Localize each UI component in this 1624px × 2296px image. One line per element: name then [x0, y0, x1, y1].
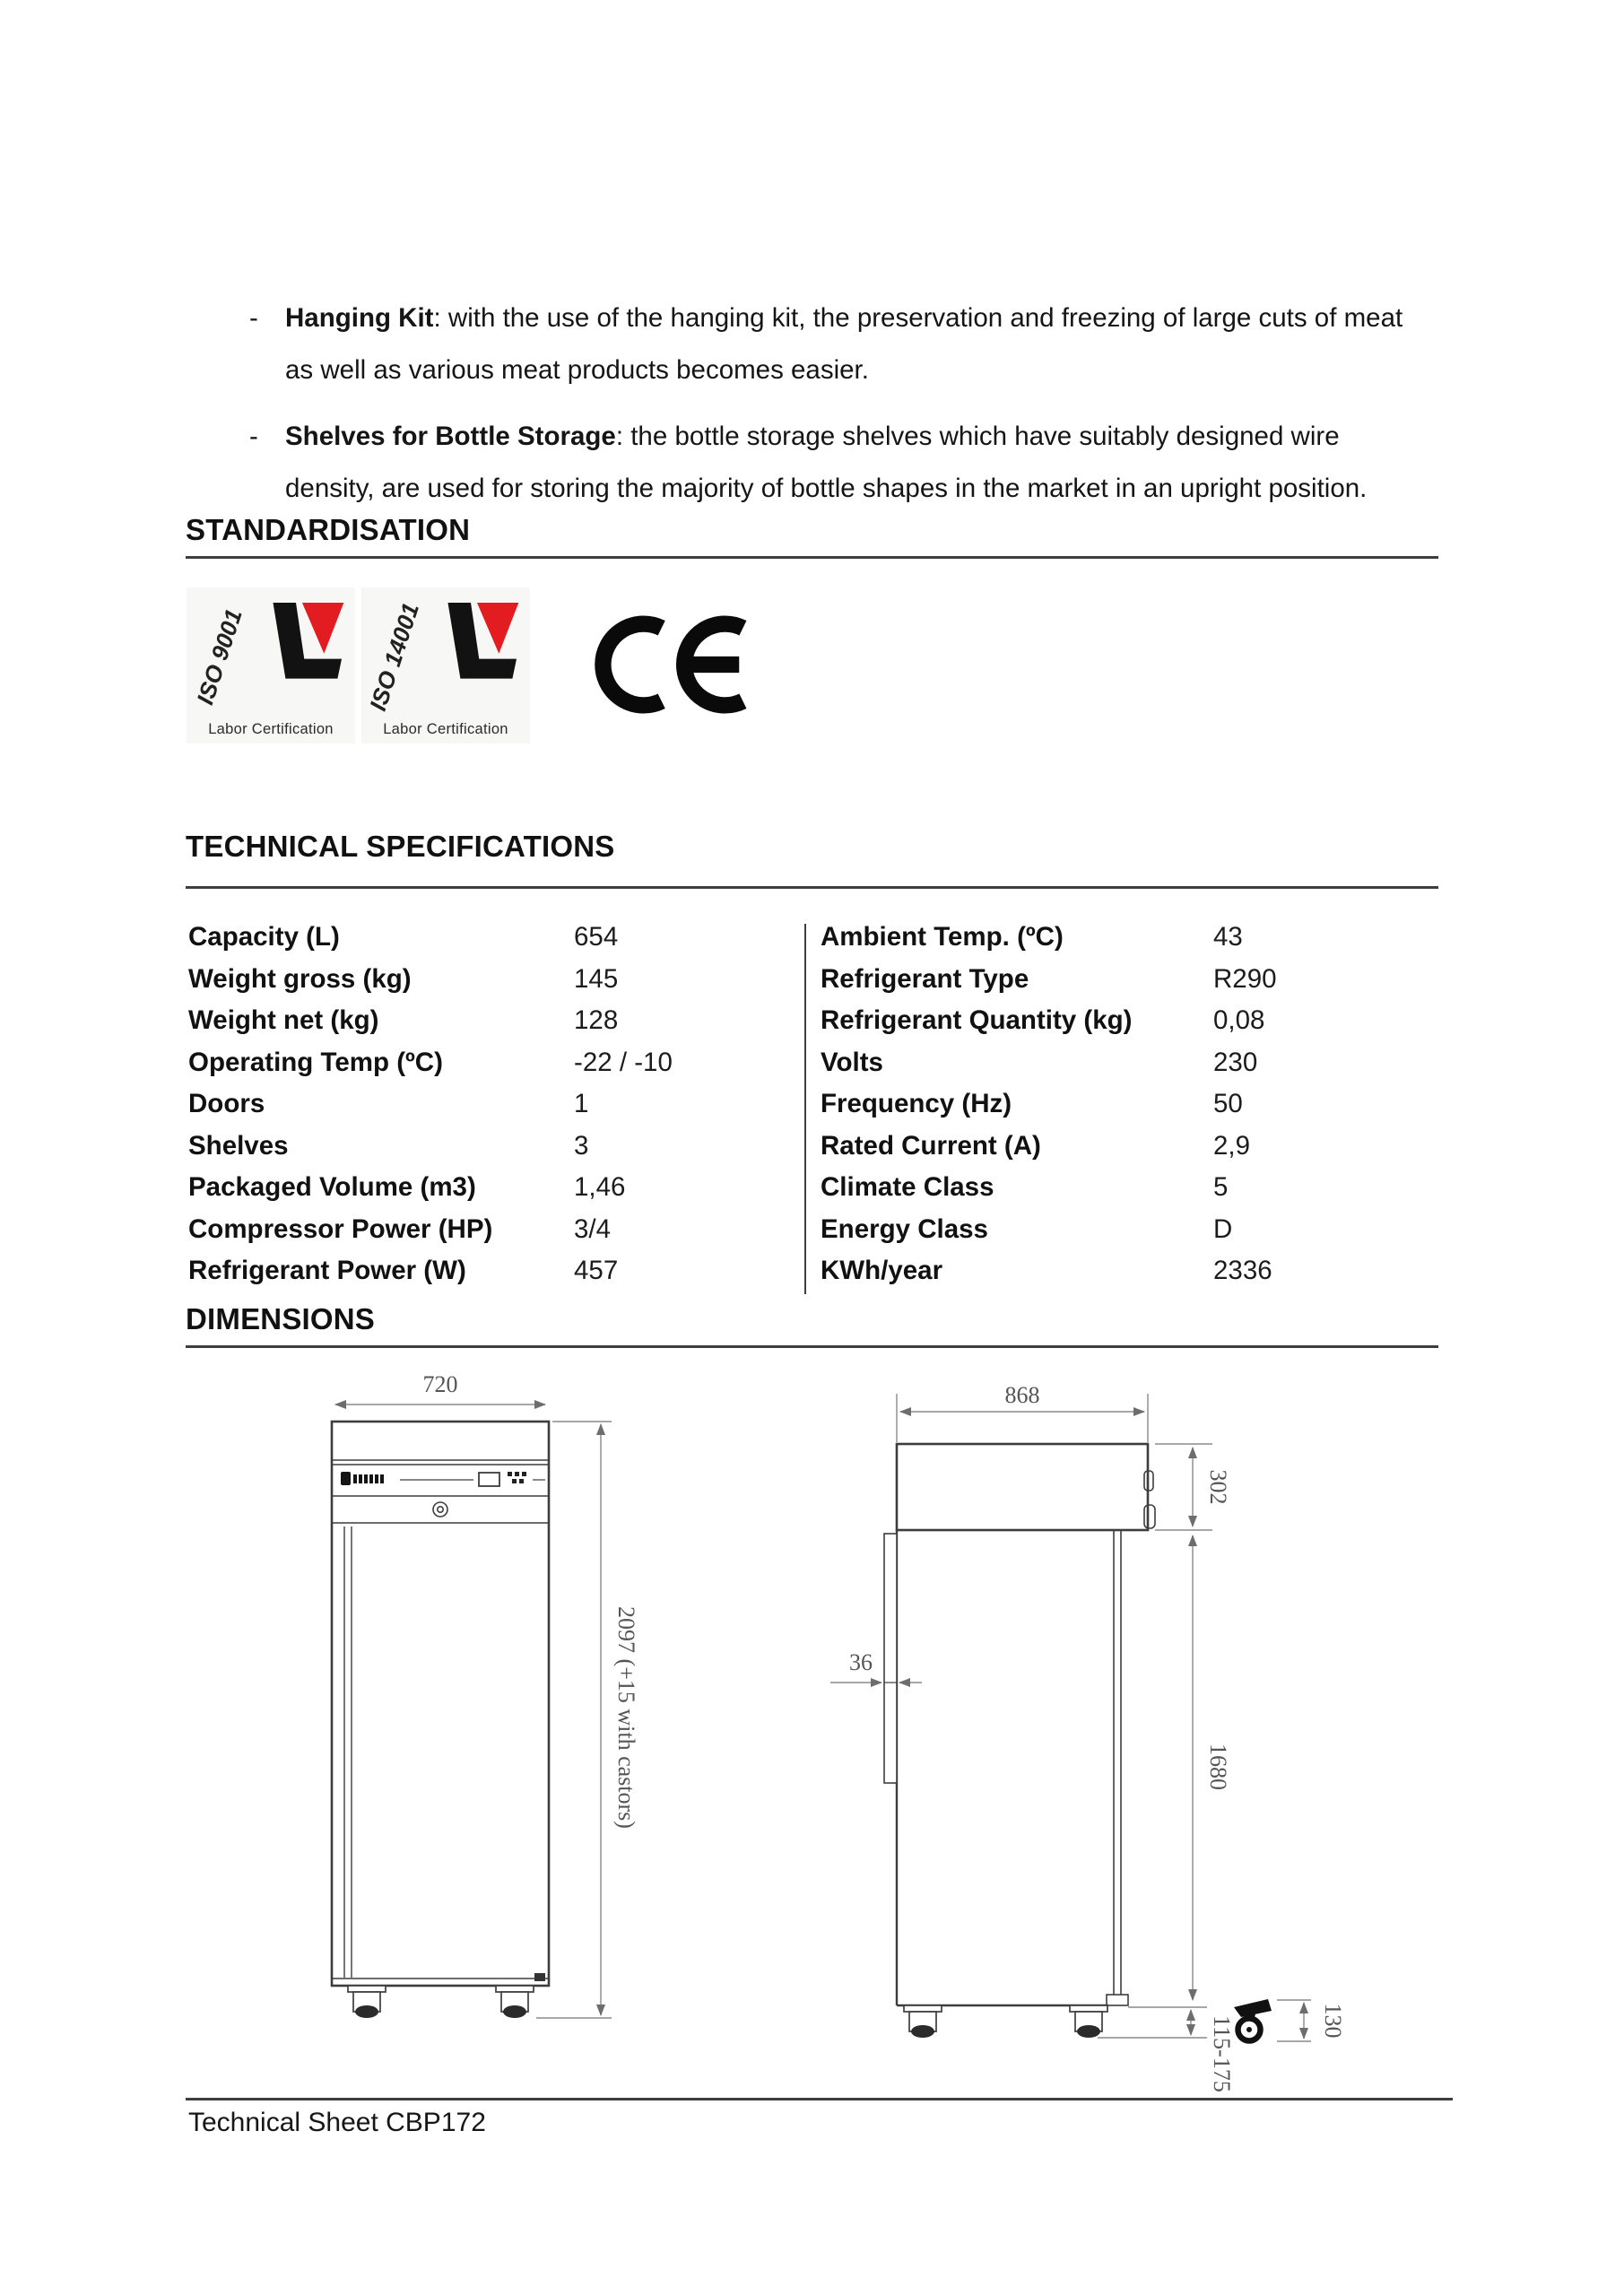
- front-height-label: 2097 (+15 with castors): [613, 1606, 639, 1829]
- table-row: [188, 1250, 804, 1292]
- footer-divider: [186, 2098, 1453, 2100]
- hinge-plate: [884, 1534, 897, 1783]
- castor-height-label: 130: [1320, 2003, 1346, 2039]
- table-row: [188, 917, 804, 959]
- top-section-dimension: [1155, 1444, 1212, 1530]
- spec-label: Weight gross (kg): [188, 963, 412, 994]
- front-view-drawing: [332, 1371, 639, 2018]
- spec-label: Refrigerant Type: [821, 963, 1029, 994]
- dimensions-heading: DIMENSIONS: [186, 1302, 376, 1335]
- spec-value: 2,9: [1213, 1130, 1251, 1161]
- ce-mark-icon: [594, 607, 777, 722]
- spec-label: Compressor Power (HP): [188, 1213, 493, 1244]
- spec-value: 230: [1213, 1047, 1258, 1077]
- spec-table-divider: [804, 924, 806, 1294]
- spec-value: 1: [574, 1089, 589, 1118]
- spec-value: D: [1213, 1213, 1233, 1244]
- spec-label: Packaged Volume (m3): [188, 1172, 476, 1202]
- table-row: [821, 1083, 1277, 1126]
- iso-9001-label: ISO 9001: [191, 605, 248, 709]
- table-row: [821, 1209, 1277, 1251]
- spec-value: 5: [1213, 1172, 1229, 1202]
- spec-value: 457: [574, 1256, 619, 1285]
- spec-label: Refrigerant Power (W): [188, 1256, 466, 1285]
- feature-body: : with the use of the hanging kit, the preservation and freezing of large cuts of meat as well as various meat products becomes easier.: [285, 303, 1403, 385]
- door-height-label: 1680: [1205, 1744, 1231, 1790]
- spec-value: 0,08: [1213, 1005, 1265, 1035]
- feature-text: [285, 292, 1415, 396]
- table-row: [821, 1126, 1277, 1168]
- table-row: [821, 917, 1277, 959]
- feature-label: Shelves for Bottle Storage: [285, 422, 616, 451]
- spec-value: 1,46: [574, 1172, 626, 1202]
- spec-label: Energy Class: [821, 1213, 988, 1244]
- spec-table: [188, 917, 1438, 1292]
- table-row: [821, 1167, 1277, 1209]
- list-item: [249, 411, 1415, 515]
- certification-logos: [187, 587, 777, 744]
- table-row: [821, 1250, 1277, 1292]
- feature-body: : the bottle storage shelves which have suitably designed wire density, are used for storing the majority of bottle shapes in the market in an upright position.: [285, 422, 1368, 503]
- spec-label: Ambient Temp. (ºC): [821, 922, 1064, 952]
- spec-label: Doors: [188, 1089, 265, 1118]
- list-item: [249, 292, 1415, 396]
- castor-height-dimension: [1277, 2000, 1311, 2041]
- spec-label: KWh/year: [821, 1256, 943, 1285]
- spec-label: Climate Class: [821, 1172, 994, 1202]
- bullet-dash: -: [249, 422, 258, 451]
- spec-label: Shelves: [188, 1130, 289, 1161]
- spec-label: Refrigerant Quantity (kg): [821, 1005, 1133, 1035]
- spec-value: 2336: [1213, 1256, 1272, 1285]
- labor-certification-mark-icon: [419, 596, 523, 700]
- castor-icon: [1234, 1999, 1272, 2041]
- iso-9001-caption: Labor Certification: [208, 721, 334, 737]
- table-row: [188, 1042, 804, 1084]
- spec-label: Rated Current (A): [821, 1130, 1041, 1161]
- door-bottom-cap: [1107, 1995, 1128, 2005]
- technical-specifications-heading: TECHNICAL SPECIFICATIONS: [186, 830, 615, 863]
- section-divider: [186, 556, 1438, 559]
- front-feet: [348, 1986, 534, 2018]
- table-row: [821, 959, 1277, 1001]
- door-latch: [534, 1973, 545, 1981]
- feet-height-label: 115-175: [1209, 2015, 1235, 2092]
- spec-label: Weight net (kg): [188, 1005, 379, 1035]
- spec-label: Operating Temp (ºC): [188, 1047, 443, 1077]
- iso-14001-label: ISO 14001: [364, 599, 424, 715]
- spec-label: Capacity (L): [188, 922, 340, 952]
- section-divider: [186, 886, 1438, 889]
- side-depth-label: 868: [1004, 1382, 1040, 1408]
- feet-height-dimension: [1098, 2007, 1207, 2038]
- iso-14001-logo: [361, 587, 530, 744]
- table-row: [821, 1000, 1277, 1042]
- spec-value: 128: [574, 1005, 619, 1035]
- spec-value: 3/4: [574, 1213, 612, 1244]
- iso-9001-logo: [187, 587, 355, 744]
- spec-value: 43: [1213, 922, 1243, 952]
- spec-value: R290: [1213, 963, 1277, 994]
- table-row: [188, 1083, 804, 1126]
- table-row: [188, 1000, 804, 1042]
- table-row: [188, 1126, 804, 1168]
- spec-label: Volts: [821, 1047, 883, 1077]
- side-view-drawing: [830, 1382, 1346, 2092]
- labor-certification-mark-icon: [244, 596, 348, 700]
- front-width-label: 720: [422, 1371, 458, 1397]
- table-row: [821, 1042, 1277, 1084]
- iso-14001-caption: Labor Certification: [383, 721, 508, 737]
- spec-column-left: [188, 917, 804, 1292]
- bullet-dash: -: [249, 303, 258, 333]
- feature-list: [249, 292, 1415, 529]
- spec-label: Frequency (Hz): [821, 1089, 1012, 1118]
- spec-value: 145: [574, 963, 619, 994]
- side-feet: [904, 2005, 1107, 2038]
- spec-value: 3: [574, 1130, 589, 1161]
- top-section-label: 302: [1205, 1469, 1231, 1505]
- feature-label: Hanging Kit: [285, 303, 434, 333]
- feature-text: [285, 411, 1415, 515]
- footer-sheet-title: Technical Sheet CBP172: [188, 2108, 486, 2137]
- section-divider: [186, 1345, 1438, 1348]
- spec-value: 50: [1213, 1089, 1243, 1118]
- table-row: [188, 1167, 804, 1209]
- hinge-label: 36: [849, 1649, 873, 1675]
- table-row: [188, 1209, 804, 1251]
- standardisation-heading: STANDARDISATION: [186, 513, 471, 546]
- spec-value: 654: [574, 922, 619, 952]
- spec-value: -22 / -10: [574, 1047, 673, 1077]
- dimension-drawing: [117, 1354, 1515, 2099]
- table-row: [188, 959, 804, 1001]
- spec-column-right: [804, 917, 1277, 1292]
